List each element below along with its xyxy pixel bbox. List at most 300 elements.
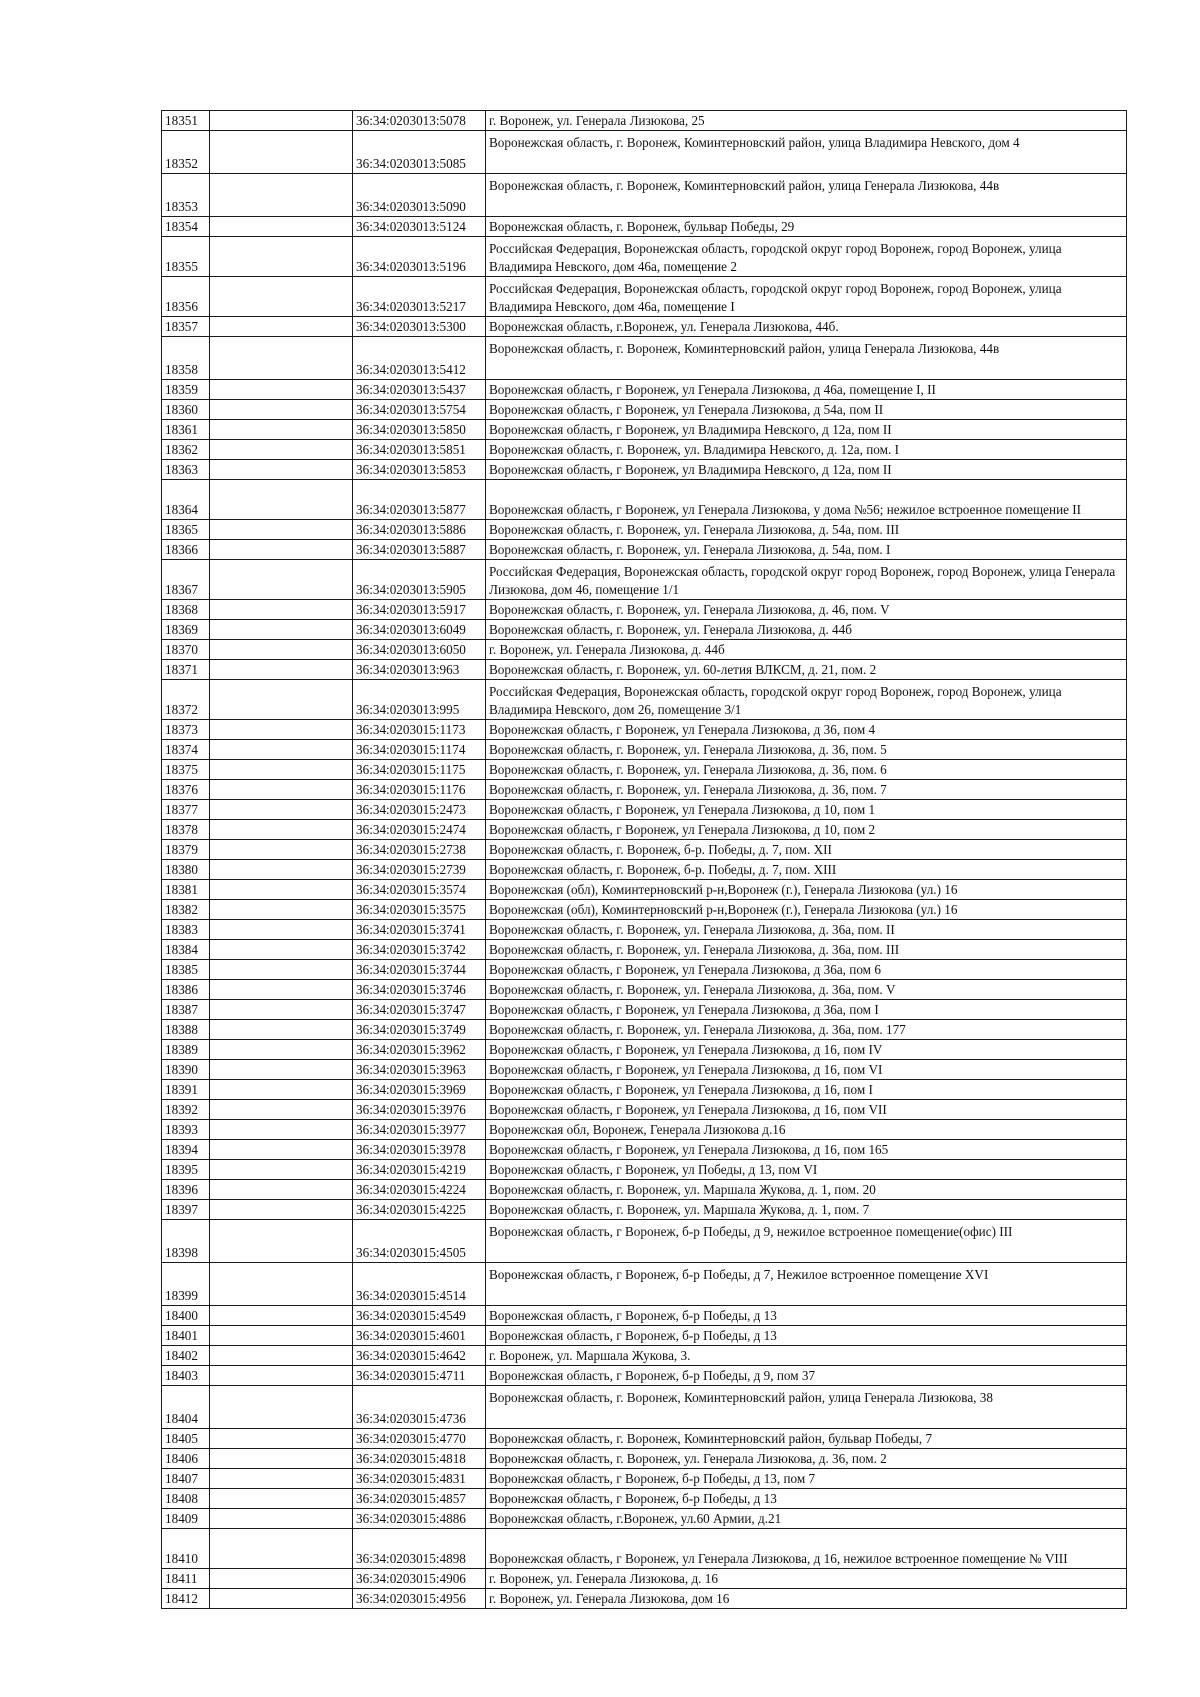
table-row — [162, 1529, 1127, 1569]
cadastral-number-cell: 36:34:0203013:5437 — [353, 380, 486, 400]
table-row — [162, 400, 1127, 420]
table-row — [162, 1326, 1127, 1346]
empty-cell — [210, 1489, 353, 1509]
address-cell: Воронежская область, г. Воронеж, ул. Генерала Лизюкова, д. 54а, пом. III — [486, 520, 1127, 540]
table-row — [162, 337, 1127, 380]
empty-cell — [210, 1346, 353, 1366]
row-number-cell: 18412 — [162, 1589, 210, 1609]
address-cell: Воронежская область, г Воронеж, б-р Победы, д 9, нежилое встроенное помещение(офис) III — [486, 1220, 1127, 1263]
empty-cell — [210, 237, 353, 277]
row-number-cell: 18372 — [162, 680, 210, 720]
cadastral-number-cell: 36:34:0203015:4549 — [353, 1306, 486, 1326]
cadastral-number-cell: 36:34:0203015:1176 — [353, 780, 486, 800]
cadastral-number-cell: 36:34:0203015:3574 — [353, 880, 486, 900]
row-number-cell: 18384 — [162, 940, 210, 960]
row-number-cell: 18374 — [162, 740, 210, 760]
address-cell: Воронежская область, г. Воронеж, ул. Генерала Лизюкова, д. 36, пом. 7 — [486, 780, 1127, 800]
table-row — [162, 800, 1127, 820]
row-number-cell: 18380 — [162, 860, 210, 880]
empty-cell — [210, 337, 353, 380]
cadastral-number-cell: 36:34:0203015:3746 — [353, 980, 486, 1000]
row-number-cell: 18379 — [162, 840, 210, 860]
cadastral-number-cell: 36:34:0203013:5754 — [353, 400, 486, 420]
empty-cell — [210, 560, 353, 600]
table-row — [162, 1200, 1127, 1220]
address-cell: Воронежская область, г. Воронеж, ул. Маршала Жукова, д. 1, пом. 7 — [486, 1200, 1127, 1220]
address-cell: Воронежская область, г Воронеж, б-р Победы, д 13 — [486, 1489, 1127, 1509]
empty-cell — [210, 1000, 353, 1020]
address-cell: Воронежская область, г. Воронеж, ул. Генерала Лизюкова, д. 36а, пом. II — [486, 920, 1127, 940]
empty-cell — [210, 380, 353, 400]
row-number-cell: 18393 — [162, 1120, 210, 1140]
row-number-cell: 18367 — [162, 560, 210, 600]
row-number-cell: 18376 — [162, 780, 210, 800]
table-row — [162, 1569, 1127, 1589]
address-cell: Воронежская область, г Воронеж, ул Генерала Лизюкова, д 36, пом 4 — [486, 720, 1127, 740]
cadastral-number-cell: 36:34:0203013:5078 — [353, 111, 486, 131]
empty-cell — [210, 600, 353, 620]
empty-cell — [210, 460, 353, 480]
empty-cell — [210, 660, 353, 680]
empty-cell — [210, 760, 353, 780]
row-number-cell: 18357 — [162, 317, 210, 337]
registry-table — [161, 110, 1127, 1609]
row-number-cell: 18370 — [162, 640, 210, 660]
row-number-cell: 18354 — [162, 217, 210, 237]
empty-cell — [210, 1589, 353, 1609]
empty-cell — [210, 1220, 353, 1263]
empty-cell — [210, 1020, 353, 1040]
empty-cell — [210, 400, 353, 420]
table-row — [162, 1489, 1127, 1509]
cadastral-number-cell: 36:34:0203015:2474 — [353, 820, 486, 840]
cadastral-number-cell: 36:34:0203013:5085 — [353, 131, 486, 174]
address-cell: Воронежская область, г Воронеж, ул Генерала Лизюкова, д 16, пом 165 — [486, 1140, 1127, 1160]
cadastral-number-cell: 36:34:0203013:5851 — [353, 440, 486, 460]
address-cell: Российская Федерация, Воронежская область, городской округ город Воронеж, город Воронеж, улица Владимира Невского, дом 46а, помещение I — [486, 277, 1127, 317]
cadastral-number-cell: 36:34:0203015:2473 — [353, 800, 486, 820]
row-number-cell: 18403 — [162, 1366, 210, 1386]
empty-cell — [210, 820, 353, 840]
cadastral-number-cell: 36:34:0203013:5887 — [353, 540, 486, 560]
cadastral-number-cell: 36:34:0203015:4898 — [353, 1529, 486, 1569]
empty-cell — [210, 111, 353, 131]
table-row — [162, 860, 1127, 880]
cadastral-number-cell: 36:34:0203013:5124 — [353, 217, 486, 237]
table-row — [162, 640, 1127, 660]
row-number-cell: 18355 — [162, 237, 210, 277]
cadastral-number-cell: 36:34:0203013:5850 — [353, 420, 486, 440]
empty-cell — [210, 420, 353, 440]
empty-cell — [210, 800, 353, 820]
table-row — [162, 317, 1127, 337]
table-row — [162, 820, 1127, 840]
cadastral-number-cell: 36:34:0203015:1174 — [353, 740, 486, 760]
cadastral-number-cell: 36:34:0203013:5905 — [353, 560, 486, 600]
cadastral-number-cell: 36:34:0203013:5853 — [353, 460, 486, 480]
address-cell: Воронежская область, г. Воронеж, ул. Генерала Лизюкова, д. 36а, пом. V — [486, 980, 1127, 1000]
table-row — [162, 111, 1127, 131]
row-number-cell: 18408 — [162, 1489, 210, 1509]
cadastral-number-cell: 36:34:0203013:5917 — [353, 600, 486, 620]
empty-cell — [210, 980, 353, 1000]
address-cell: Воронежская область, г Воронеж, б-р Победы, д 13 — [486, 1306, 1127, 1326]
address-cell: Воронежская область, г. Воронеж, ул. Генерала Лизюкова, д. 36а, пом. 177 — [486, 1020, 1127, 1040]
address-cell: Воронежская обл, Воронеж, Генерала Лизюкова д.16 — [486, 1120, 1127, 1140]
empty-cell — [210, 1386, 353, 1429]
row-number-cell: 18351 — [162, 111, 210, 131]
empty-cell — [210, 480, 353, 520]
cadastral-number-cell: 36:34:0203013:5090 — [353, 174, 486, 217]
row-number-cell: 18377 — [162, 800, 210, 820]
table-row — [162, 840, 1127, 860]
empty-cell — [210, 1569, 353, 1589]
row-number-cell: 18375 — [162, 760, 210, 780]
table-row — [162, 1180, 1127, 1200]
empty-cell — [210, 1429, 353, 1449]
cadastral-number-cell: 36:34:0203015:4857 — [353, 1489, 486, 1509]
row-number-cell: 18409 — [162, 1509, 210, 1529]
table-row — [162, 620, 1127, 640]
cadastral-number-cell: 36:34:0203013:6050 — [353, 640, 486, 660]
row-number-cell: 18360 — [162, 400, 210, 420]
address-cell: Воронежская область, г Воронеж, ул Генерала Лизюкова, д 16, пом I — [486, 1080, 1127, 1100]
cadastral-number-cell: 36:34:0203015:1175 — [353, 760, 486, 780]
empty-cell — [210, 540, 353, 560]
empty-cell — [210, 520, 353, 540]
address-cell: Воронежская область, г. Воронеж, ул. Генерала Лизюкова, д. 46, пом. V — [486, 600, 1127, 620]
cadastral-number-cell: 36:34:0203015:4225 — [353, 1200, 486, 1220]
row-number-cell: 18382 — [162, 900, 210, 920]
address-cell: Российская Федерация, Воронежская область, городской округ город Воронеж, город Воронеж, улица Генерала Лизюкова, дом 46, помещение 1/1 — [486, 560, 1127, 600]
address-cell: Воронежская (обл), Коминтерновский р-н,Воронеж (г.), Генерала Лизюкова (ул.) 16 — [486, 900, 1127, 920]
empty-cell — [210, 1060, 353, 1080]
empty-cell — [210, 640, 353, 660]
address-cell: Воронежская область, г. Воронеж, бульвар Победы, 29 — [486, 217, 1127, 237]
row-number-cell: 18399 — [162, 1263, 210, 1306]
empty-cell — [210, 1040, 353, 1060]
address-cell: Воронежская область, г Воронеж, ул Победы, д 13, пом VI — [486, 1160, 1127, 1180]
table-row — [162, 1140, 1127, 1160]
row-number-cell: 18361 — [162, 420, 210, 440]
cadastral-number-cell: 36:34:0203013:5877 — [353, 480, 486, 520]
cadastral-number-cell: 36:34:0203015:2738 — [353, 840, 486, 860]
empty-cell — [210, 1306, 353, 1326]
cadastral-number-cell: 36:34:0203015:4831 — [353, 1469, 486, 1489]
cadastral-number-cell: 36:34:0203015:3741 — [353, 920, 486, 940]
cadastral-number-cell: 36:34:0203015:4601 — [353, 1326, 486, 1346]
cadastral-number-cell: 36:34:0203013:6049 — [353, 620, 486, 640]
address-cell: Воронежская (обл), Коминтерновский р-н,Воронеж (г.), Генерала Лизюкова (ул.) 16 — [486, 880, 1127, 900]
table-row — [162, 440, 1127, 460]
address-cell: Воронежская область, г Воронеж, ул Генерала Лизюкова, д 10, пом 1 — [486, 800, 1127, 820]
row-number-cell: 18369 — [162, 620, 210, 640]
empty-cell — [210, 1509, 353, 1529]
address-cell: Воронежская область, г Воронеж, ул Владимира Невского, д 12а, пом II — [486, 420, 1127, 440]
table-row — [162, 1386, 1127, 1429]
address-cell: Воронежская область, г Воронеж, б-р Победы, д 13 — [486, 1326, 1127, 1346]
table-row — [162, 1160, 1127, 1180]
row-number-cell: 18368 — [162, 600, 210, 620]
address-cell: Воронежская область, г. Воронеж, ул. Генерала Лизюкова, д. 36, пом. 6 — [486, 760, 1127, 780]
address-cell: Воронежская область, г Воронеж, ул Генерала Лизюкова, д 46а, помещение I, II — [486, 380, 1127, 400]
row-number-cell: 18378 — [162, 820, 210, 840]
row-number-cell: 18366 — [162, 540, 210, 560]
table-row — [162, 217, 1127, 237]
address-cell: Воронежская область, г. Воронеж, ул. Маршала Жукова, д. 1, пом. 20 — [486, 1180, 1127, 1200]
address-cell: Воронежская область, г Воронеж, ул Генерала Лизюкова, д 36а, пом I — [486, 1000, 1127, 1020]
table-row — [162, 1346, 1127, 1366]
cadastral-number-cell: 36:34:0203015:4219 — [353, 1160, 486, 1180]
empty-cell — [210, 1080, 353, 1100]
address-cell: Воронежская область, г. Воронеж, Коминтерновский район, улица Генерала Лизюкова, 44в — [486, 337, 1127, 380]
row-number-cell: 18385 — [162, 960, 210, 980]
row-number-cell: 18392 — [162, 1100, 210, 1120]
row-number-cell: 18386 — [162, 980, 210, 1000]
table-row — [162, 780, 1127, 800]
table-row — [162, 174, 1127, 217]
row-number-cell: 18402 — [162, 1346, 210, 1366]
cadastral-number-cell: 36:34:0203015:4514 — [353, 1263, 486, 1306]
address-cell: Воронежская область, г. Воронеж, ул. Генерала Лизюкова, д. 36, пом. 5 — [486, 740, 1127, 760]
empty-cell — [210, 1449, 353, 1469]
table-row — [162, 1000, 1127, 1020]
cadastral-number-cell: 36:34:0203013:5196 — [353, 237, 486, 277]
cadastral-number-cell: 36:34:0203015:4224 — [353, 1180, 486, 1200]
address-cell: Российская Федерация, Воронежская область, городской округ город Воронеж, город Воронеж, улица Владимира Невского, дом 26, помещение 3/1 — [486, 680, 1127, 720]
address-cell: Воронежская область, г. Воронеж, ул. Генерала Лизюкова, д. 36а, пом. III — [486, 940, 1127, 960]
row-number-cell: 18404 — [162, 1386, 210, 1429]
table-row — [162, 380, 1127, 400]
empty-cell — [210, 620, 353, 640]
empty-cell — [210, 217, 353, 237]
row-number-cell: 18373 — [162, 720, 210, 740]
table-row — [162, 720, 1127, 740]
table-row — [162, 460, 1127, 480]
address-cell: Воронежская область, г. Воронеж, ул. Генерала Лизюкова, д. 36, пом. 2 — [486, 1449, 1127, 1469]
address-cell: Воронежская область, г. Воронеж, ул. Генерала Лизюкова, д. 54а, пом. I — [486, 540, 1127, 560]
empty-cell — [210, 780, 353, 800]
table-row — [162, 131, 1127, 174]
cadastral-number-cell: 36:34:0203015:3744 — [353, 960, 486, 980]
table-row — [162, 1100, 1127, 1120]
empty-cell — [210, 720, 353, 740]
address-cell: Воронежская область, г. Воронеж, б-р. Победы, д. 7, пом. XIII — [486, 860, 1127, 880]
empty-cell — [210, 960, 353, 980]
cadastral-number-cell: 36:34:0203013:5412 — [353, 337, 486, 380]
address-cell: Воронежская область, г Воронеж, ул Генерала Лизюкова, д 16, нежилое встроенное помещение № VIII — [486, 1529, 1127, 1569]
table-row — [162, 1449, 1127, 1469]
cadastral-number-cell: 36:34:0203015:4818 — [353, 1449, 486, 1469]
cadastral-number-cell: 36:34:0203015:4906 — [353, 1569, 486, 1589]
cadastral-number-cell: 36:34:0203013:5217 — [353, 277, 486, 317]
cadastral-number-cell: 36:34:0203015:3575 — [353, 900, 486, 920]
table-row — [162, 1080, 1127, 1100]
table-row — [162, 560, 1127, 600]
empty-cell — [210, 1366, 353, 1386]
empty-cell — [210, 880, 353, 900]
row-number-cell: 18394 — [162, 1140, 210, 1160]
address-cell: Воронежская область, г Воронеж, ул Генерала Лизюкова, д 16, пом VII — [486, 1100, 1127, 1120]
row-number-cell: 18352 — [162, 131, 210, 174]
cadastral-number-cell: 36:34:0203015:4770 — [353, 1429, 486, 1449]
empty-cell — [210, 680, 353, 720]
address-cell: Воронежская область, г. Воронеж, б-р. Победы, д. 7, пом. XII — [486, 840, 1127, 860]
address-cell: Воронежская область, г Воронеж, б-р Победы, д 9, пом 37 — [486, 1366, 1127, 1386]
empty-cell — [210, 840, 353, 860]
cadastral-number-cell: 36:34:0203015:4711 — [353, 1366, 486, 1386]
cadastral-number-cell: 36:34:0203015:4886 — [353, 1509, 486, 1529]
cadastral-number-cell: 36:34:0203015:3747 — [353, 1000, 486, 1020]
row-number-cell: 18387 — [162, 1000, 210, 1020]
cadastral-number-cell: 36:34:0203015:4642 — [353, 1346, 486, 1366]
empty-cell — [210, 1100, 353, 1120]
address-cell: г. Воронеж, ул. Генерала Лизюкова, дом 16 — [486, 1589, 1127, 1609]
cadastral-number-cell: 36:34:0203013:995 — [353, 680, 486, 720]
address-cell: Воронежская область, г.Воронеж, ул. Генерала Лизюкова, 44б. — [486, 317, 1127, 337]
cadastral-number-cell: 36:34:0203015:3962 — [353, 1040, 486, 1060]
empty-cell — [210, 277, 353, 317]
address-cell: Воронежская область, г. Воронеж, Коминтерновский район, улица Генерала Лизюкова, 44в — [486, 174, 1127, 217]
table-row — [162, 920, 1127, 940]
cadastral-number-cell: 36:34:0203013:5300 — [353, 317, 486, 337]
row-number-cell: 18356 — [162, 277, 210, 317]
table-row — [162, 1509, 1127, 1529]
empty-cell — [210, 1120, 353, 1140]
cadastral-number-cell: 36:34:0203015:3749 — [353, 1020, 486, 1040]
address-cell: Воронежская область, г Воронеж, ул Генерала Лизюкова, д 36а, пом 6 — [486, 960, 1127, 980]
empty-cell — [210, 940, 353, 960]
address-cell: Воронежская область, г.Воронеж, ул.60 Армии, д.21 — [486, 1509, 1127, 1529]
row-number-cell: 18407 — [162, 1469, 210, 1489]
address-cell: Воронежская область, г Воронеж, б-р Победы, д 13, пом 7 — [486, 1469, 1127, 1489]
address-cell: Воронежская область, г Воронеж, ул Генерала Лизюкова, д 16, пом VI — [486, 1060, 1127, 1080]
table-row — [162, 1263, 1127, 1306]
cadastral-number-cell: 36:34:0203015:4736 — [353, 1386, 486, 1429]
address-cell: г. Воронеж, ул. Генерала Лизюкова, д. 16 — [486, 1569, 1127, 1589]
table-row — [162, 1469, 1127, 1489]
table-row — [162, 1589, 1127, 1609]
table-row — [162, 960, 1127, 980]
row-number-cell: 18397 — [162, 1200, 210, 1220]
row-number-cell: 18388 — [162, 1020, 210, 1040]
address-cell: Воронежская область, г Воронеж, б-р Победы, д 7, Нежилое встроенное помещение XVI — [486, 1263, 1127, 1306]
table-row — [162, 1366, 1127, 1386]
row-number-cell: 18390 — [162, 1060, 210, 1080]
address-cell: Воронежская область, г Воронеж, ул Генерала Лизюкова, д 16, пом IV — [486, 1040, 1127, 1060]
table-row — [162, 1120, 1127, 1140]
empty-cell — [210, 1160, 353, 1180]
row-number-cell: 18406 — [162, 1449, 210, 1469]
empty-cell — [210, 1200, 353, 1220]
table-row — [162, 1020, 1127, 1040]
row-number-cell: 18398 — [162, 1220, 210, 1263]
address-cell: Воронежская область, г. Воронеж, ул. Владимира Невского, д. 12а, пом. I — [486, 440, 1127, 460]
address-cell: г. Воронеж, ул. Маршала Жукова, 3. — [486, 1346, 1127, 1366]
address-cell: Российская Федерация, Воронежская область, городской округ город Воронеж, город Воронеж, улица Владимира Невского, дом 46а, помещение 2 — [486, 237, 1127, 277]
address-cell: Воронежская область, г. Воронеж, Коминтерновский район, бульвар Победы, 7 — [486, 1429, 1127, 1449]
table-row — [162, 980, 1127, 1000]
registry-table-body — [162, 111, 1127, 1609]
table-row — [162, 480, 1127, 520]
cadastral-number-cell: 36:34:0203013:5886 — [353, 520, 486, 540]
table-row — [162, 680, 1127, 720]
table-row — [162, 880, 1127, 900]
cadastral-number-cell: 36:34:0203015:3976 — [353, 1100, 486, 1120]
cadastral-number-cell: 36:34:0203015:3977 — [353, 1120, 486, 1140]
row-number-cell: 18359 — [162, 380, 210, 400]
cadastral-number-cell: 36:34:0203015:4505 — [353, 1220, 486, 1263]
row-number-cell: 18400 — [162, 1306, 210, 1326]
empty-cell — [210, 740, 353, 760]
empty-cell — [210, 317, 353, 337]
address-cell: г. Воронеж, ул. Генерала Лизюкова, д. 44б — [486, 640, 1127, 660]
cadastral-number-cell: 36:34:0203013:963 — [353, 660, 486, 680]
address-cell: Воронежская область, г Воронеж, ул Владимира Невского, д 12а, пом II — [486, 460, 1127, 480]
row-number-cell: 18381 — [162, 880, 210, 900]
row-number-cell: 18383 — [162, 920, 210, 940]
row-number-cell: 18410 — [162, 1529, 210, 1569]
empty-cell — [210, 1140, 353, 1160]
address-cell: г. Воронеж, ул. Генерала Лизюкова, 25 — [486, 111, 1127, 131]
empty-cell — [210, 440, 353, 460]
table-row — [162, 1040, 1127, 1060]
address-cell: Воронежская область, г Воронеж, ул Генерала Лизюкова, у дома №56; нежилое встроенное помещение II — [486, 480, 1127, 520]
empty-cell — [210, 1326, 353, 1346]
table-row — [162, 1306, 1127, 1326]
row-number-cell: 18411 — [162, 1569, 210, 1589]
row-number-cell: 18396 — [162, 1180, 210, 1200]
row-number-cell: 18389 — [162, 1040, 210, 1060]
row-number-cell: 18362 — [162, 440, 210, 460]
address-cell: Воронежская область, г Воронеж, ул Генерала Лизюкова, д 10, пом 2 — [486, 820, 1127, 840]
empty-cell — [210, 1180, 353, 1200]
empty-cell — [210, 860, 353, 880]
row-number-cell: 18358 — [162, 337, 210, 380]
address-cell: Воронежская область, г. Воронеж, Коминтерновский район, улица Генерала Лизюкова, 38 — [486, 1386, 1127, 1429]
table-row — [162, 540, 1127, 560]
empty-cell — [210, 1469, 353, 1489]
row-number-cell: 18365 — [162, 520, 210, 540]
cadastral-number-cell: 36:34:0203015:3742 — [353, 940, 486, 960]
table-row — [162, 760, 1127, 780]
empty-cell — [210, 174, 353, 217]
table-row — [162, 1429, 1127, 1449]
cadastral-number-cell: 36:34:0203015:3978 — [353, 1140, 486, 1160]
address-cell: Воронежская область, г. Воронеж, ул. Генерала Лизюкова, д. 44б — [486, 620, 1127, 640]
address-cell: Воронежская область, г. Воронеж, Коминтерновский район, улица Владимира Невского, дом 4 — [486, 131, 1127, 174]
row-number-cell: 18371 — [162, 660, 210, 680]
empty-cell — [210, 1529, 353, 1569]
table-row — [162, 600, 1127, 620]
table-row — [162, 940, 1127, 960]
address-cell: Воронежская область, г. Воронеж, ул. 60-летия ВЛКСМ, д. 21, пом. 2 — [486, 660, 1127, 680]
empty-cell — [210, 900, 353, 920]
row-number-cell: 18395 — [162, 1160, 210, 1180]
table-row — [162, 660, 1127, 680]
address-cell: Воронежская область, г Воронеж, ул Генерала Лизюкова, д 54а, пом II — [486, 400, 1127, 420]
row-number-cell: 18364 — [162, 480, 210, 520]
table-row — [162, 900, 1127, 920]
empty-cell — [210, 920, 353, 940]
cadastral-number-cell: 36:34:0203015:1173 — [353, 720, 486, 740]
row-number-cell: 18363 — [162, 460, 210, 480]
cadastral-number-cell: 36:34:0203015:3969 — [353, 1080, 486, 1100]
row-number-cell: 18401 — [162, 1326, 210, 1346]
row-number-cell: 18405 — [162, 1429, 210, 1449]
table-row — [162, 277, 1127, 317]
cadastral-number-cell: 36:34:0203015:3963 — [353, 1060, 486, 1080]
